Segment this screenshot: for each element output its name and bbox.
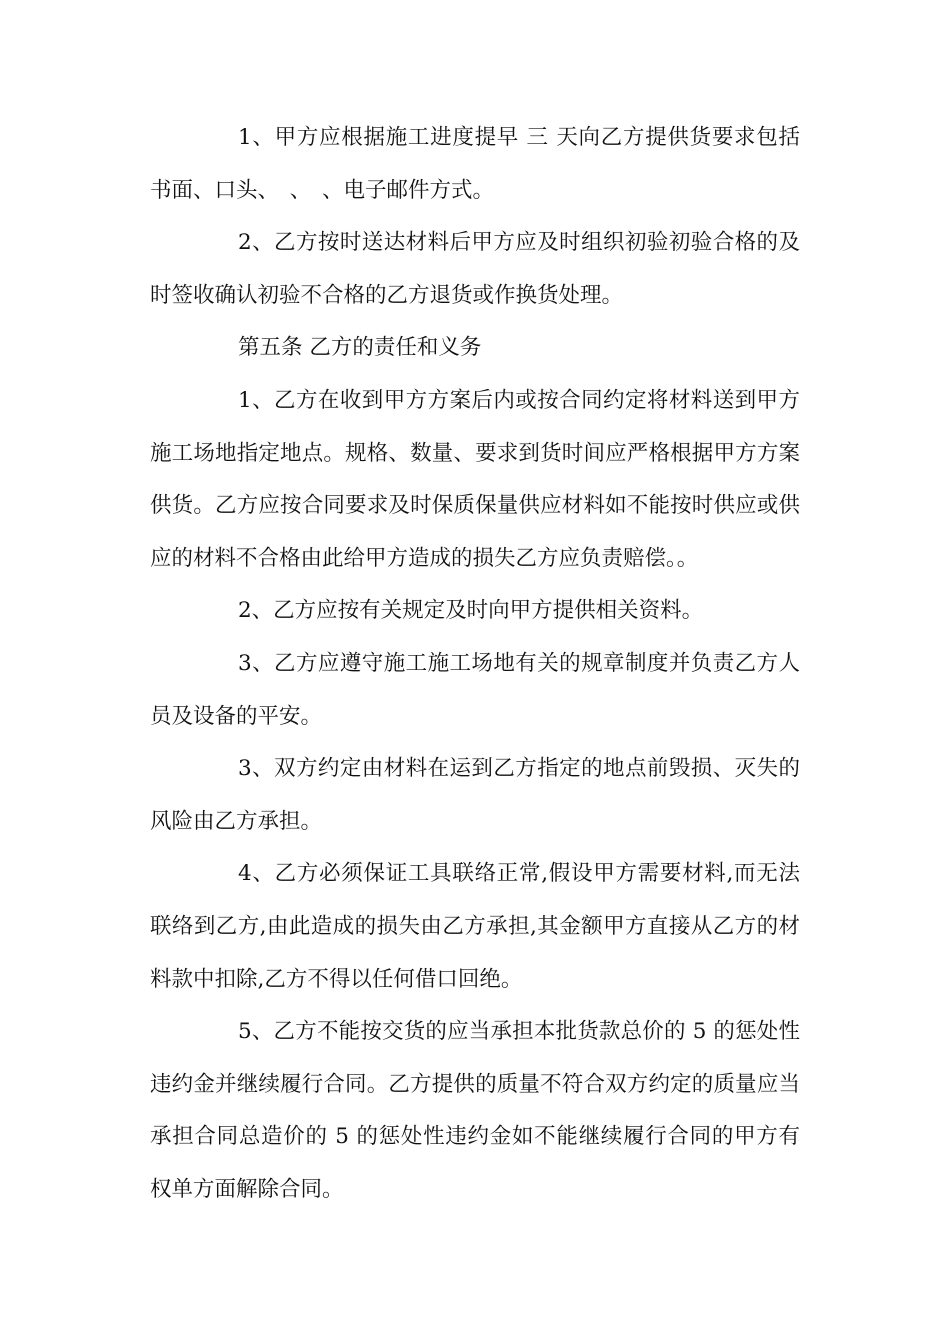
paragraph-site-rules: 3、乙方应遵守施工施工场地有关的规章制度并负责乙方人员及设备的平安。 bbox=[150, 650, 800, 729]
paragraph-communication: 4、乙方必须保证工具联络正常,假设甲方需要材料,而无法联络到乙方,由此造成的损失由乙方承担,其金额甲方直接从乙方的材料款中扣除,乙方不得以任何借口回绝。 bbox=[150, 861, 800, 992]
paragraph-inspection: 2、乙方按时送达材料后甲方应及时组织初验初验合格的及时签收确认初验不合格的乙方退货或作换货处理。 bbox=[150, 230, 800, 308]
paragraph-penalty: 5、乙方不能按交货的应当承担本批货款总价的 5 的惩处性违约金并继续履行合同。乙方提供的质量不符合双方约定的质量应当承担合同总造价的 5 的惩处性违约金如不能继续履行合同的甲方有权单方面解除合同。 bbox=[150, 1019, 800, 1202]
paragraph-risk-of-loss: 3、双方约定由材料在运到乙方指定的地点前毁损、灭失的风险由乙方承担。 bbox=[150, 756, 800, 834]
paragraph-supply-request: 1、甲方应根据施工进度提早 三 天向乙方提供货要求包括书面、口头、 、 、电子邮件方式。 bbox=[150, 125, 800, 203]
paragraph-documentation: 2、乙方应按有关规定及时向甲方提供相关资料。 bbox=[238, 598, 704, 624]
section-heading-article-5: 第五条 乙方的责任和义务 bbox=[238, 335, 482, 361]
paragraph-delivery-obligation: 1、乙方在收到甲方方案后内或按合同约定将材料送到甲方施工场地指定地点。规格、数量、要求到货时间应严格根据甲方方案供货。乙方应按合同要求及时保质保量供应材料如不能按时供应或供应的材料不合格由此给甲方造成的损失乙方应负责赔偿。。 bbox=[150, 387, 800, 571]
document-body bbox=[150, 112, 800, 1216]
